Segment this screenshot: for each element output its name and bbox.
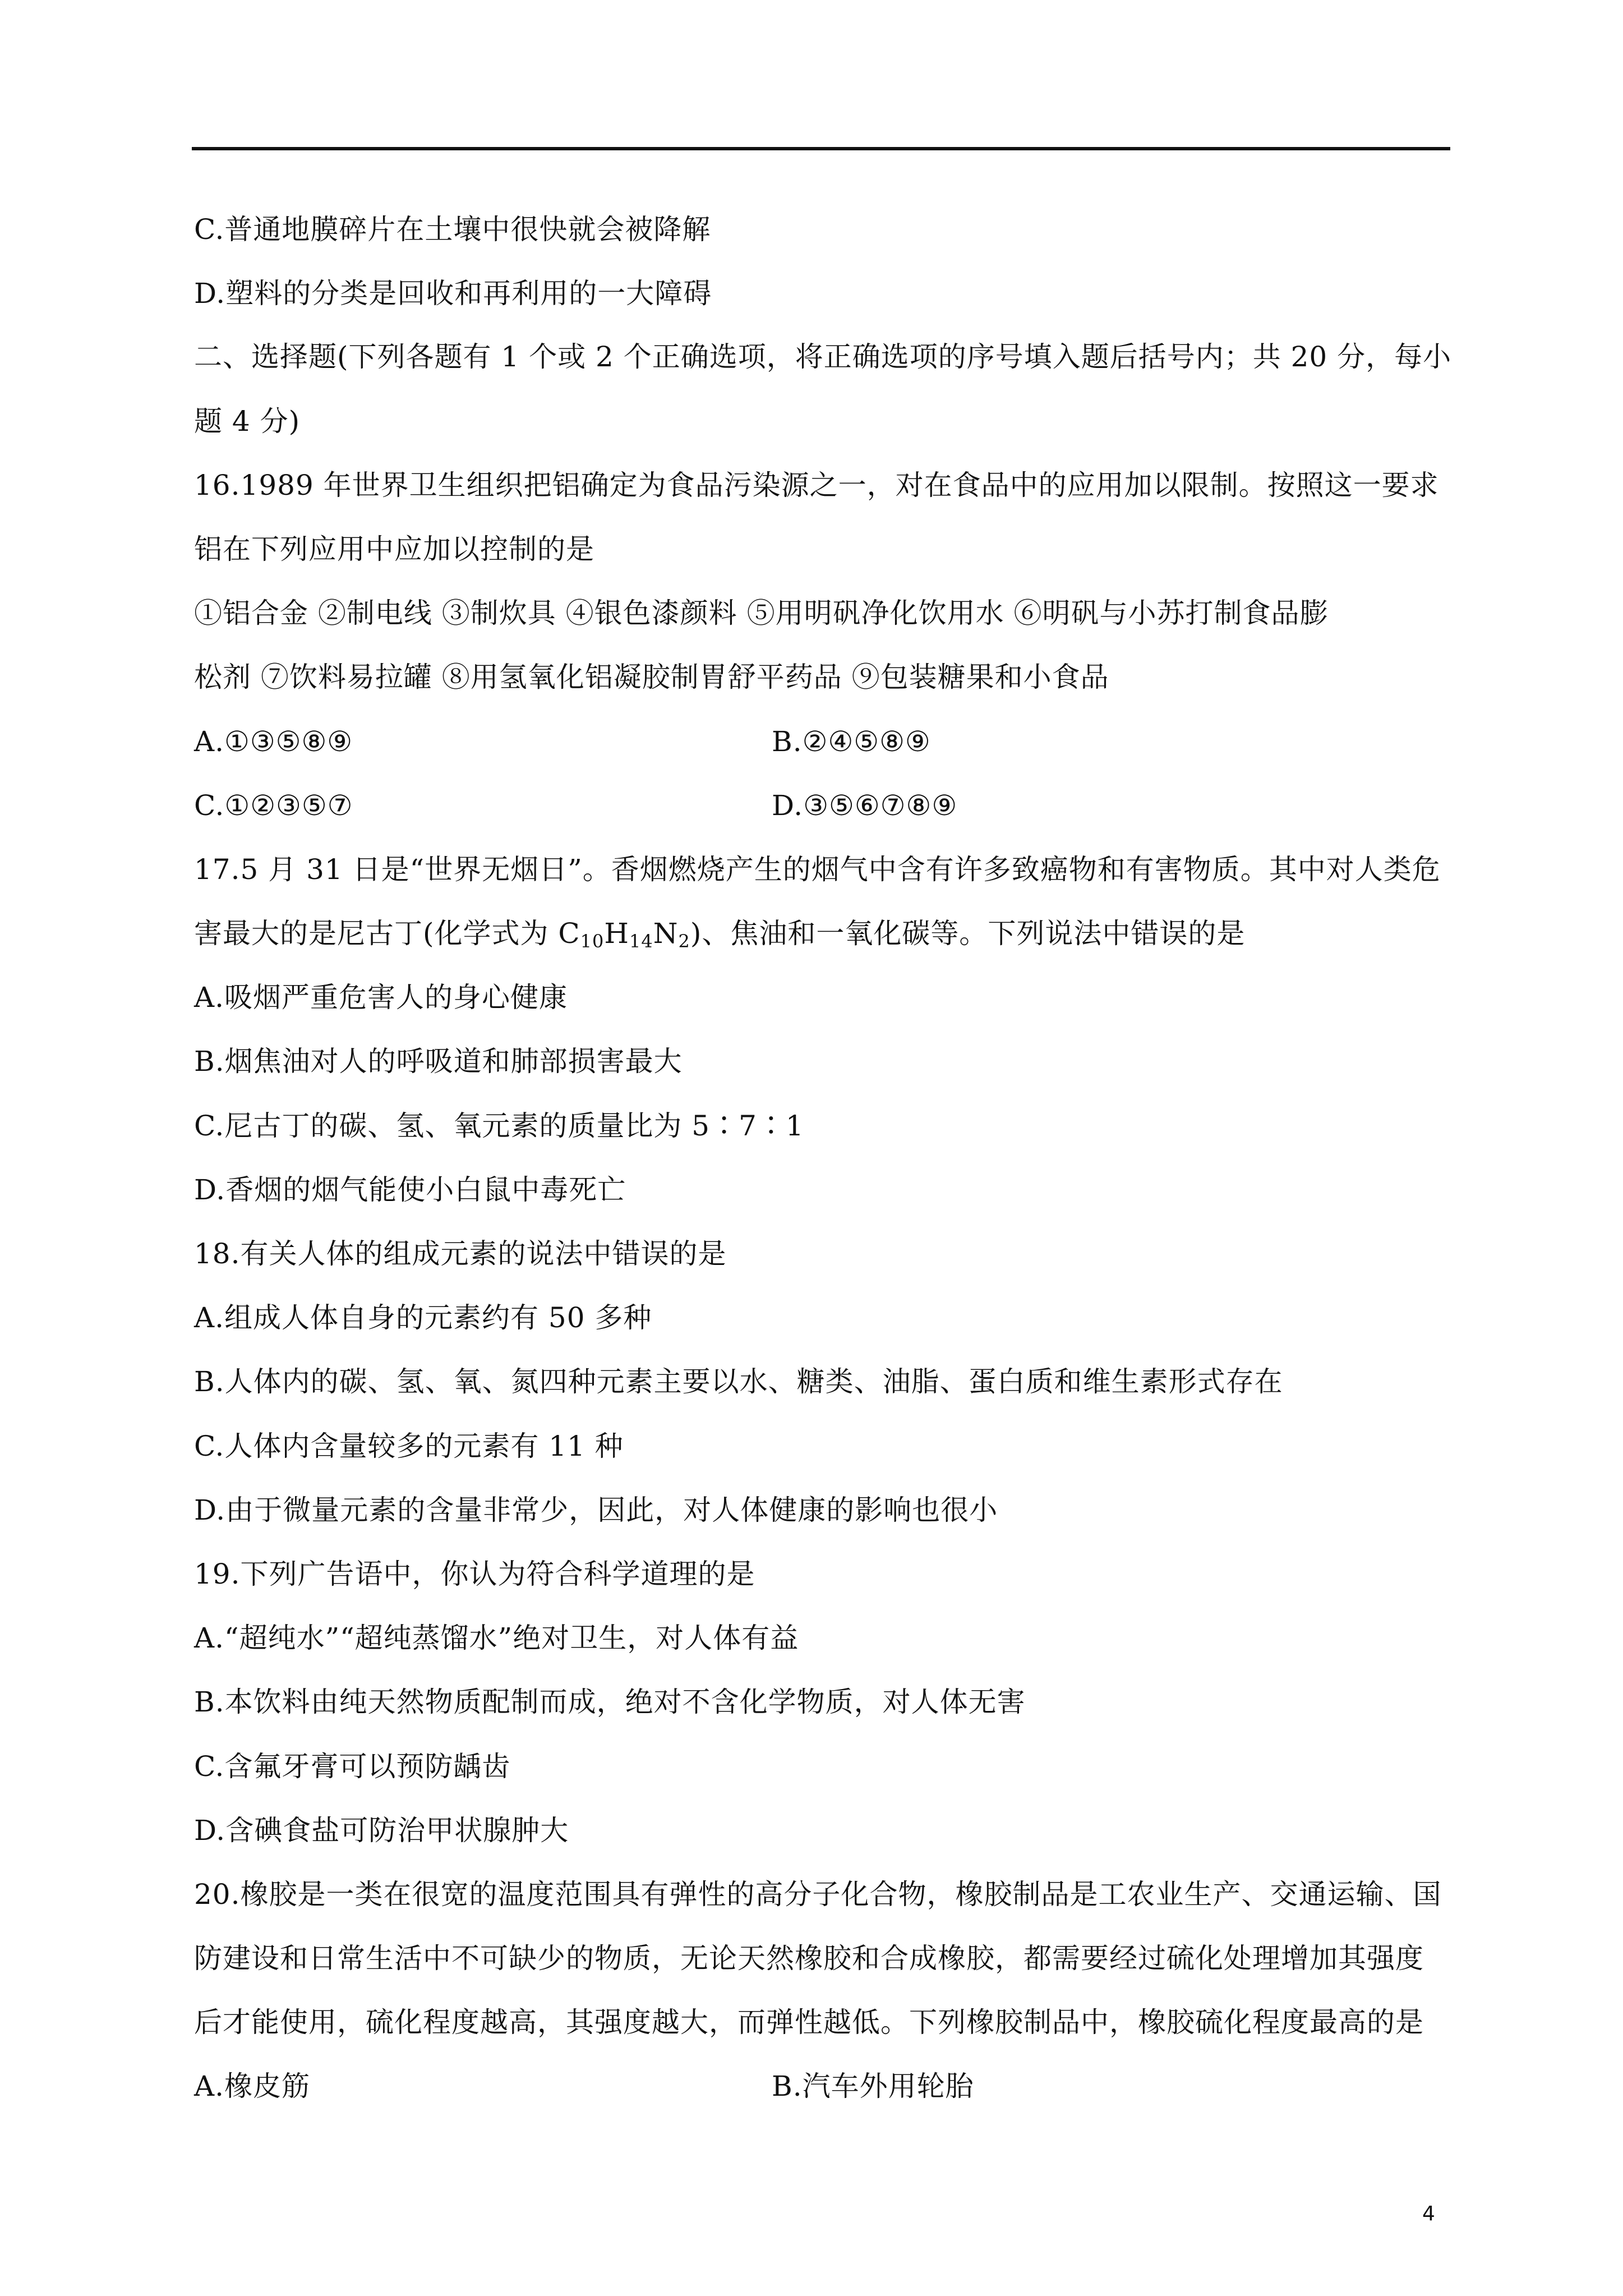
q20-stem-line1: 20.橡胶是一类在很宽的温度范围具有弹性的高分子化合物，橡胶制品是工农业生产、交通运输、国 [194, 1878, 1442, 1911]
q20-stem-line3: 后才能使用，硫化程度越高，其强度越大，而弹性越低。下列橡胶制品中，橡胶硫化程度最高的是 [194, 2006, 1424, 2039]
section2-heading-line2: 题 4 分) [194, 405, 301, 438]
q17-option-a: A.吸烟严重危害人的身心健康 [194, 981, 568, 1014]
q16-option-a: A.①③⑤⑧⑨ [194, 725, 353, 758]
header-rule [192, 147, 1450, 150]
q20-option-a: A.橡皮筋 [194, 2070, 311, 2102]
formula-n: N [653, 917, 679, 950]
formula-sub-h: 14 [629, 931, 653, 952]
q16-option-d: D.③⑤⑥⑦⑧⑨ [772, 789, 958, 822]
formula-h: H [604, 917, 629, 950]
q18-stem: 18.有关人体的组成元素的说法中错误的是 [194, 1237, 727, 1270]
q16-option-b: B.②④⑤⑧⑨ [772, 725, 931, 758]
q16-stem-line1: 16.1989 年世界卫生组织把铝确定为食品污染源之一，对在食品中的应用加以限制。按照这一要求 [194, 469, 1439, 501]
section2-heading-line1: 二、选择题(下列各题有 1 个或 2 个正确选项，将正确选项的序号填入题后括号内；共 20 分，每小 [194, 341, 1452, 373]
q19-option-b: B.本饮料由纯天然物质配制而成，绝对不含化学物质，对人体无害 [194, 1686, 1026, 1718]
q17-stem-pre: 害最大的是尼古丁(化学式为 C [194, 917, 580, 950]
q19-option-a: A.“超纯水”“超纯蒸馏水”绝对卫生，对人体有益 [194, 1622, 799, 1654]
q19-stem: 19.下列广告语中，你认为符合科学道理的是 [194, 1558, 755, 1590]
q16-stem-line2: 铝在下列应用中应加以控制的是 [194, 533, 594, 565]
q16-items-line1: ①铝合金 ②制电线 ③制炊具 ④银色漆颜料 ⑤用明矾净化饮用水 ⑥明矾与小苏打制食品膨 [194, 597, 1329, 629]
q15-option-c: C.普通地膜碎片在土壤中很快就会被降解 [194, 213, 711, 246]
formula-sub-c: 10 [580, 931, 605, 952]
formula-sub-n: 2 [678, 931, 690, 952]
q17-stem-post: )、焦油和一氧化碳等。下列说法中错误的是 [690, 917, 1246, 950]
q17-option-d: D.香烟的烟气能使小白鼠中毒死亡 [194, 1174, 626, 1206]
q20-option-b: B.汽车外用轮胎 [772, 2070, 974, 2102]
q17-stem-line1: 17.5 月 31 日是“世界无烟日”。香烟燃烧产生的烟气中含有许多致癌物和有害物质。其中对人类危 [194, 853, 1441, 886]
page-number: 4 [1422, 2202, 1435, 2225]
q15-option-d: D.塑料的分类是回收和再利用的一大障碍 [194, 277, 712, 310]
q19-option-d: D.含碘食盐可防治甲状腺肿大 [194, 1814, 569, 1847]
q18-option-c: C.人体内含量较多的元素有 11 种 [194, 1430, 624, 1462]
q18-option-a: A.组成人体自身的元素约有 50 多种 [194, 1301, 652, 1334]
q17-option-c: C.尼古丁的碳、氢、氧元素的质量比为 5∶7∶1 [194, 1110, 804, 1142]
q17-option-b: B.烟焦油对人的呼吸道和肺部损害最大 [194, 1045, 683, 1078]
q16-items-line2: 松剂 ⑦饮料易拉罐 ⑧用氢氧化铝凝胶制胃舒平药品 ⑨包装糖果和小食品 [194, 661, 1109, 693]
q18-option-d: D.由于微量元素的含量非常少，因此，对人体健康的影响也很小 [194, 1494, 998, 1526]
q20-stem-line2: 防建设和日常生活中不可缺少的物质，无论天然橡胶和合成橡胶，都需要经过硫化处理增加其强度 [194, 1942, 1424, 1975]
q16-option-c: C.①②③⑤⑦ [194, 789, 353, 822]
q17-stem-line2 [194, 914, 1245, 953]
q19-option-c: C.含氟牙膏可以预防龋齿 [194, 1750, 511, 1783]
q18-option-b: B.人体内的碳、氢、氧、氮四种元素主要以水、糖类、油脂、蛋白质和维生素形式存在 [194, 1365, 1283, 1398]
